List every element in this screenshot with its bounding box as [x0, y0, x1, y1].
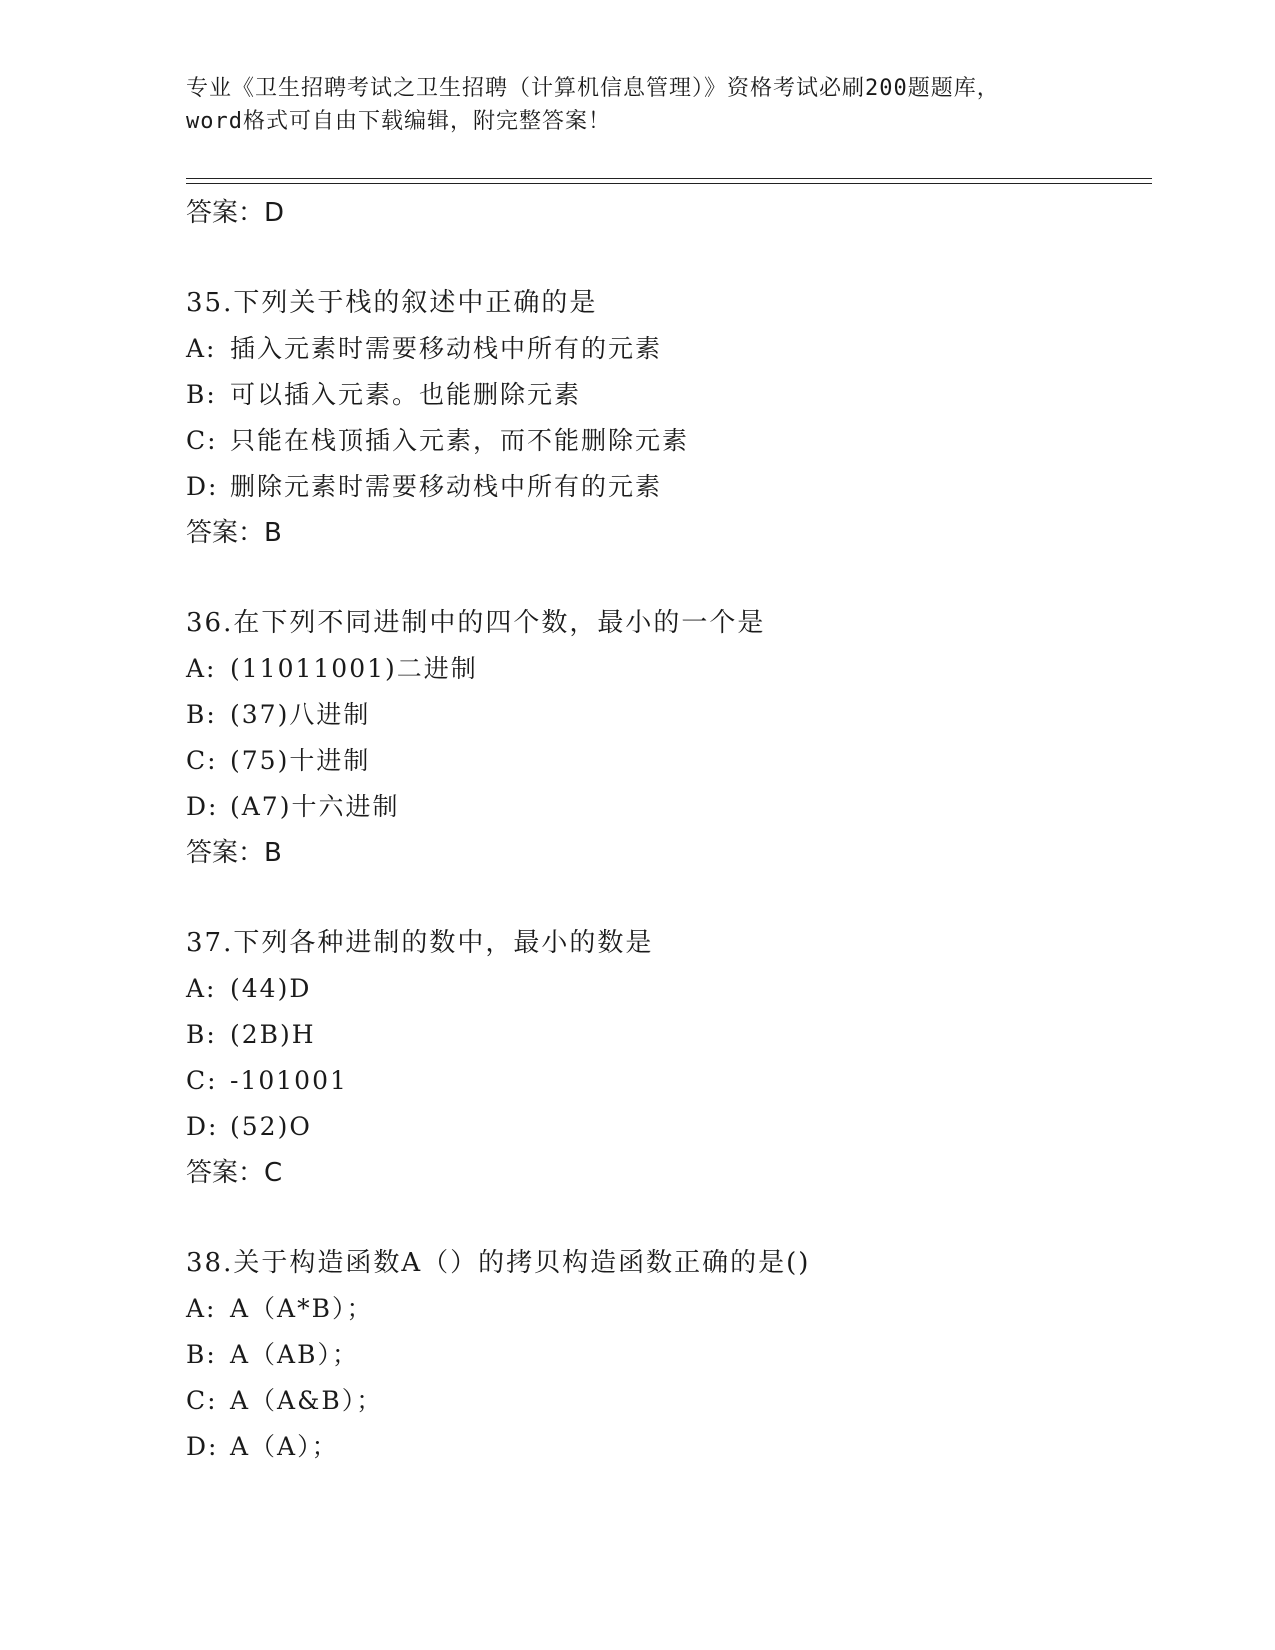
- option-letter: C:: [186, 1386, 218, 1415]
- header-rule-top: [186, 178, 1152, 179]
- header-line-1: 专业《卫生招聘考试之卫生招聘（计算机信息管理）》资格考试必刷200题题库，: [186, 76, 1000, 101]
- option-d: [186, 784, 1146, 830]
- option-text: 删除元素时需要移动栈中所有的元素: [230, 472, 663, 501]
- question-title: 35.下列关于栈的叙述中正确的是: [186, 288, 598, 318]
- option-letter: B:: [186, 1340, 217, 1369]
- question-list: [186, 190, 1146, 1470]
- option-letter: C:: [186, 746, 218, 775]
- header-rule-bottom: [186, 183, 1152, 184]
- option-a: [186, 646, 1146, 692]
- option-text: 只能在栈顶插入元素，而不能删除元素: [230, 426, 690, 455]
- option-letter: D:: [186, 472, 219, 501]
- answer-line: 答案：D: [186, 198, 285, 228]
- question-block-36: [186, 600, 1146, 876]
- option-b: [186, 1332, 1146, 1378]
- option-text: (52)O: [230, 1112, 312, 1141]
- option-letter: B:: [186, 1020, 217, 1049]
- option-letter: D:: [186, 1432, 219, 1461]
- question-block-37: [186, 920, 1146, 1196]
- question-title: 37.下列各种进制的数中，最小的数是: [186, 928, 654, 958]
- option-letter: D:: [186, 1112, 219, 1141]
- option-letter: A:: [186, 654, 217, 683]
- option-letter: A:: [186, 974, 217, 1003]
- option-text: (37)八进制: [230, 700, 371, 729]
- answer-line: 答案：B: [186, 838, 282, 868]
- spacer: [186, 556, 1146, 600]
- option-letter: C:: [186, 1066, 218, 1095]
- option-letter: D:: [186, 792, 219, 821]
- question-block-38: [186, 1240, 1146, 1470]
- option-letter: A:: [186, 1294, 217, 1323]
- option-d: [186, 464, 1146, 510]
- option-d: [186, 1424, 1146, 1470]
- document-header: [186, 72, 1086, 138]
- question-block-35: [186, 280, 1146, 556]
- option-a: [186, 326, 1146, 372]
- option-text: A（AB）；: [230, 1340, 359, 1369]
- option-text: (2B)H: [230, 1020, 316, 1049]
- option-a: [186, 1286, 1146, 1332]
- option-letter: A:: [186, 334, 217, 363]
- option-text: (11011001)二进制: [230, 654, 478, 683]
- option-b: [186, 692, 1146, 738]
- option-text: (75)十进制: [230, 746, 371, 775]
- option-a: [186, 966, 1146, 1012]
- spacer: [186, 236, 1146, 280]
- header-line-2: word格式可自由下载编辑，附完整答案！: [186, 109, 611, 134]
- option-text: (44)D: [230, 974, 312, 1003]
- option-text: A（A*B）；: [230, 1294, 374, 1323]
- option-letter: C:: [186, 426, 218, 455]
- question-title: 36.在下列不同进制中的四个数，最小的一个是: [186, 608, 766, 638]
- option-c: [186, 738, 1146, 784]
- question-title: 38.关于构造函数A（）的拷贝构造函数正确的是(): [186, 1248, 811, 1278]
- option-text: -101001: [230, 1066, 348, 1095]
- option-letter: B:: [186, 700, 217, 729]
- option-text: A（A&B）；: [230, 1386, 384, 1415]
- answer-line: 答案：B: [186, 518, 282, 548]
- option-letter: B:: [186, 380, 217, 409]
- option-text: 插入元素时需要移动栈中所有的元素: [230, 334, 663, 363]
- option-c: [186, 1378, 1146, 1424]
- option-c: [186, 418, 1146, 464]
- option-text: (A7)十六进制: [230, 792, 400, 821]
- option-c: [186, 1058, 1146, 1104]
- answer-line: 答案：C: [186, 1158, 283, 1188]
- spacer: [186, 876, 1146, 920]
- option-text: 可以插入元素。也能删除元素: [230, 380, 582, 409]
- option-b: [186, 372, 1146, 418]
- option-text: A（A）；: [230, 1432, 339, 1461]
- spacer: [186, 1196, 1146, 1240]
- option-d: [186, 1104, 1146, 1150]
- option-b: [186, 1012, 1146, 1058]
